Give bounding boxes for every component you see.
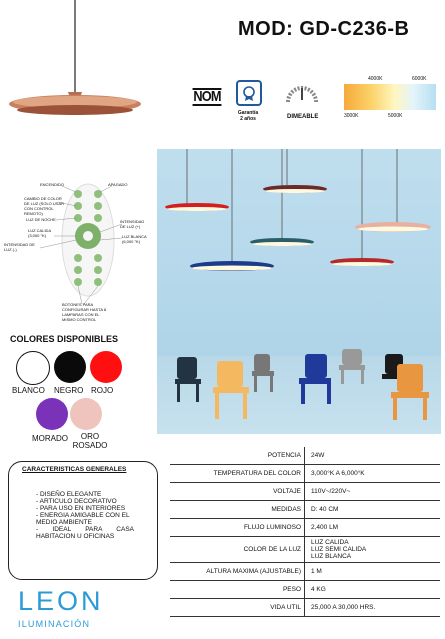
- spec-value: 110V~/220V~: [305, 483, 441, 501]
- feature-item: - PARA USO EN INTERIORES: [36, 505, 126, 512]
- remote-control-diagram: [0, 178, 150, 322]
- specs-table: [170, 447, 440, 617]
- swatch-label-blanco: BLANCO: [12, 386, 45, 395]
- swatch-label-morado: MORADO: [32, 434, 68, 443]
- swatch-oro-rosado: [70, 398, 102, 430]
- swatch-blanco: [16, 351, 50, 385]
- spec-value: 4 KG: [305, 581, 441, 599]
- brand-logo: LEON: [18, 586, 104, 616]
- spec-value: LUZ CALIDA LUZ SEMI CALIDA LUZ BLANCA: [305, 537, 441, 563]
- model-title: MOD: GD-C236-B: [238, 18, 410, 40]
- dimmable-icon: [284, 80, 320, 104]
- spec-row: [170, 581, 440, 599]
- spec-key: TEMPERATURA DEL COLOR: [170, 465, 305, 483]
- brand-logo-subtitle: ILUMINACIÓN: [18, 619, 91, 629]
- spec-key: PESO: [170, 581, 305, 599]
- swatch-label-oro-rosado: ORO ROSADO: [72, 432, 108, 450]
- spec-value: D: 40 CM: [305, 501, 441, 519]
- remote-apagado-label: APAGADO: [108, 182, 128, 187]
- spec-row: [170, 501, 440, 519]
- spec-row: [170, 563, 440, 581]
- features-title: CARACTERISTICAS GENERALES: [22, 466, 127, 473]
- swatch-label-rojo: ROJO: [91, 386, 114, 395]
- remote-intensidad-menos-label: INTENSIDAD DE LUZ (-): [4, 242, 35, 252]
- spec-value: 2,400 LM: [305, 519, 441, 537]
- spec-value: 1 M: [305, 563, 441, 581]
- swatch-morado: [36, 398, 68, 430]
- temp-3000k-label: 3000K: [344, 113, 359, 119]
- swatch-rojo: [90, 351, 122, 383]
- remote-luz-noche-label: LUZ DE NOCHE: [26, 217, 56, 222]
- spec-key: MEDIDAS: [170, 501, 305, 519]
- spec-key: FLUJO LUMINOSO: [170, 519, 305, 537]
- feature-item: - ARTICULO DECORATIVO: [36, 498, 117, 505]
- spec-row: [170, 599, 440, 617]
- remote-luz-blanca-label: LUZ BLANCA (6,000 °K): [122, 234, 147, 244]
- feature-item: - ENERGIA AMIGABLE CON EL MEDIO AMBIENTE: [36, 512, 130, 526]
- temp-4000k-label: 4000K: [368, 76, 383, 82]
- spec-key: VIDA UTIL: [170, 599, 305, 617]
- dimeable-label: DIMEABLE: [287, 114, 319, 120]
- feature-item: - IDEAL PARA CASA HABITACION U OFICINAS: [36, 526, 134, 540]
- warranty-icon: [236, 80, 262, 106]
- spec-row: [170, 519, 440, 537]
- spec-value: 25,000 A 30,000 HRS.: [305, 599, 441, 617]
- spec-value: 24W: [305, 447, 441, 465]
- remote-intensidad-mas-label: INTENSIDAD DE LUZ (+): [120, 219, 145, 229]
- remote-encendido-label: ENCENDIDO: [40, 182, 65, 187]
- spec-value: 3,000°K A 6,000°K: [305, 465, 441, 483]
- spec-row: [170, 537, 440, 563]
- spec-row: [170, 483, 440, 501]
- colors-title: COLORES DISPONIBLES: [10, 334, 119, 344]
- swatch-label-negro: NEGRO: [54, 386, 84, 395]
- spec-row: [170, 447, 440, 465]
- remote-botones-label: BOTONES PARA CONFIGURAR HASTA 8 LAMPARAS CON EL MISMO CONTROL: [62, 302, 107, 322]
- nom-badge: NOM: [193, 88, 221, 105]
- room-scene-image: [157, 149, 441, 434]
- color-temperature-gradient: [344, 84, 436, 110]
- feature-item: - DISEÑO ELEGANTE: [36, 491, 102, 498]
- spec-key: ALTURA MAXIMA (AJUSTABLE): [170, 563, 305, 581]
- remote-cambio-label: CAMBIO DE COLOR DE LUZ (SOLO USAR CON CONTROL REMOTO): [24, 196, 65, 216]
- remote-luz-calida-label: LUZ CALIDA (3,000 °K): [28, 228, 51, 238]
- spec-key: COLOR DE LA LUZ: [170, 537, 305, 563]
- swatch-negro: [54, 351, 86, 383]
- spec-key: POTENCIA: [170, 447, 305, 465]
- temp-6000k-label: 6000K: [412, 76, 427, 82]
- pendant-lamp-image: [0, 0, 150, 140]
- temp-5000k-label: 5000K: [388, 113, 403, 119]
- warranty-text: Garantía 2 años: [237, 110, 259, 122]
- spec-key: VOLTAJE: [170, 483, 305, 501]
- spec-row: [170, 465, 440, 483]
